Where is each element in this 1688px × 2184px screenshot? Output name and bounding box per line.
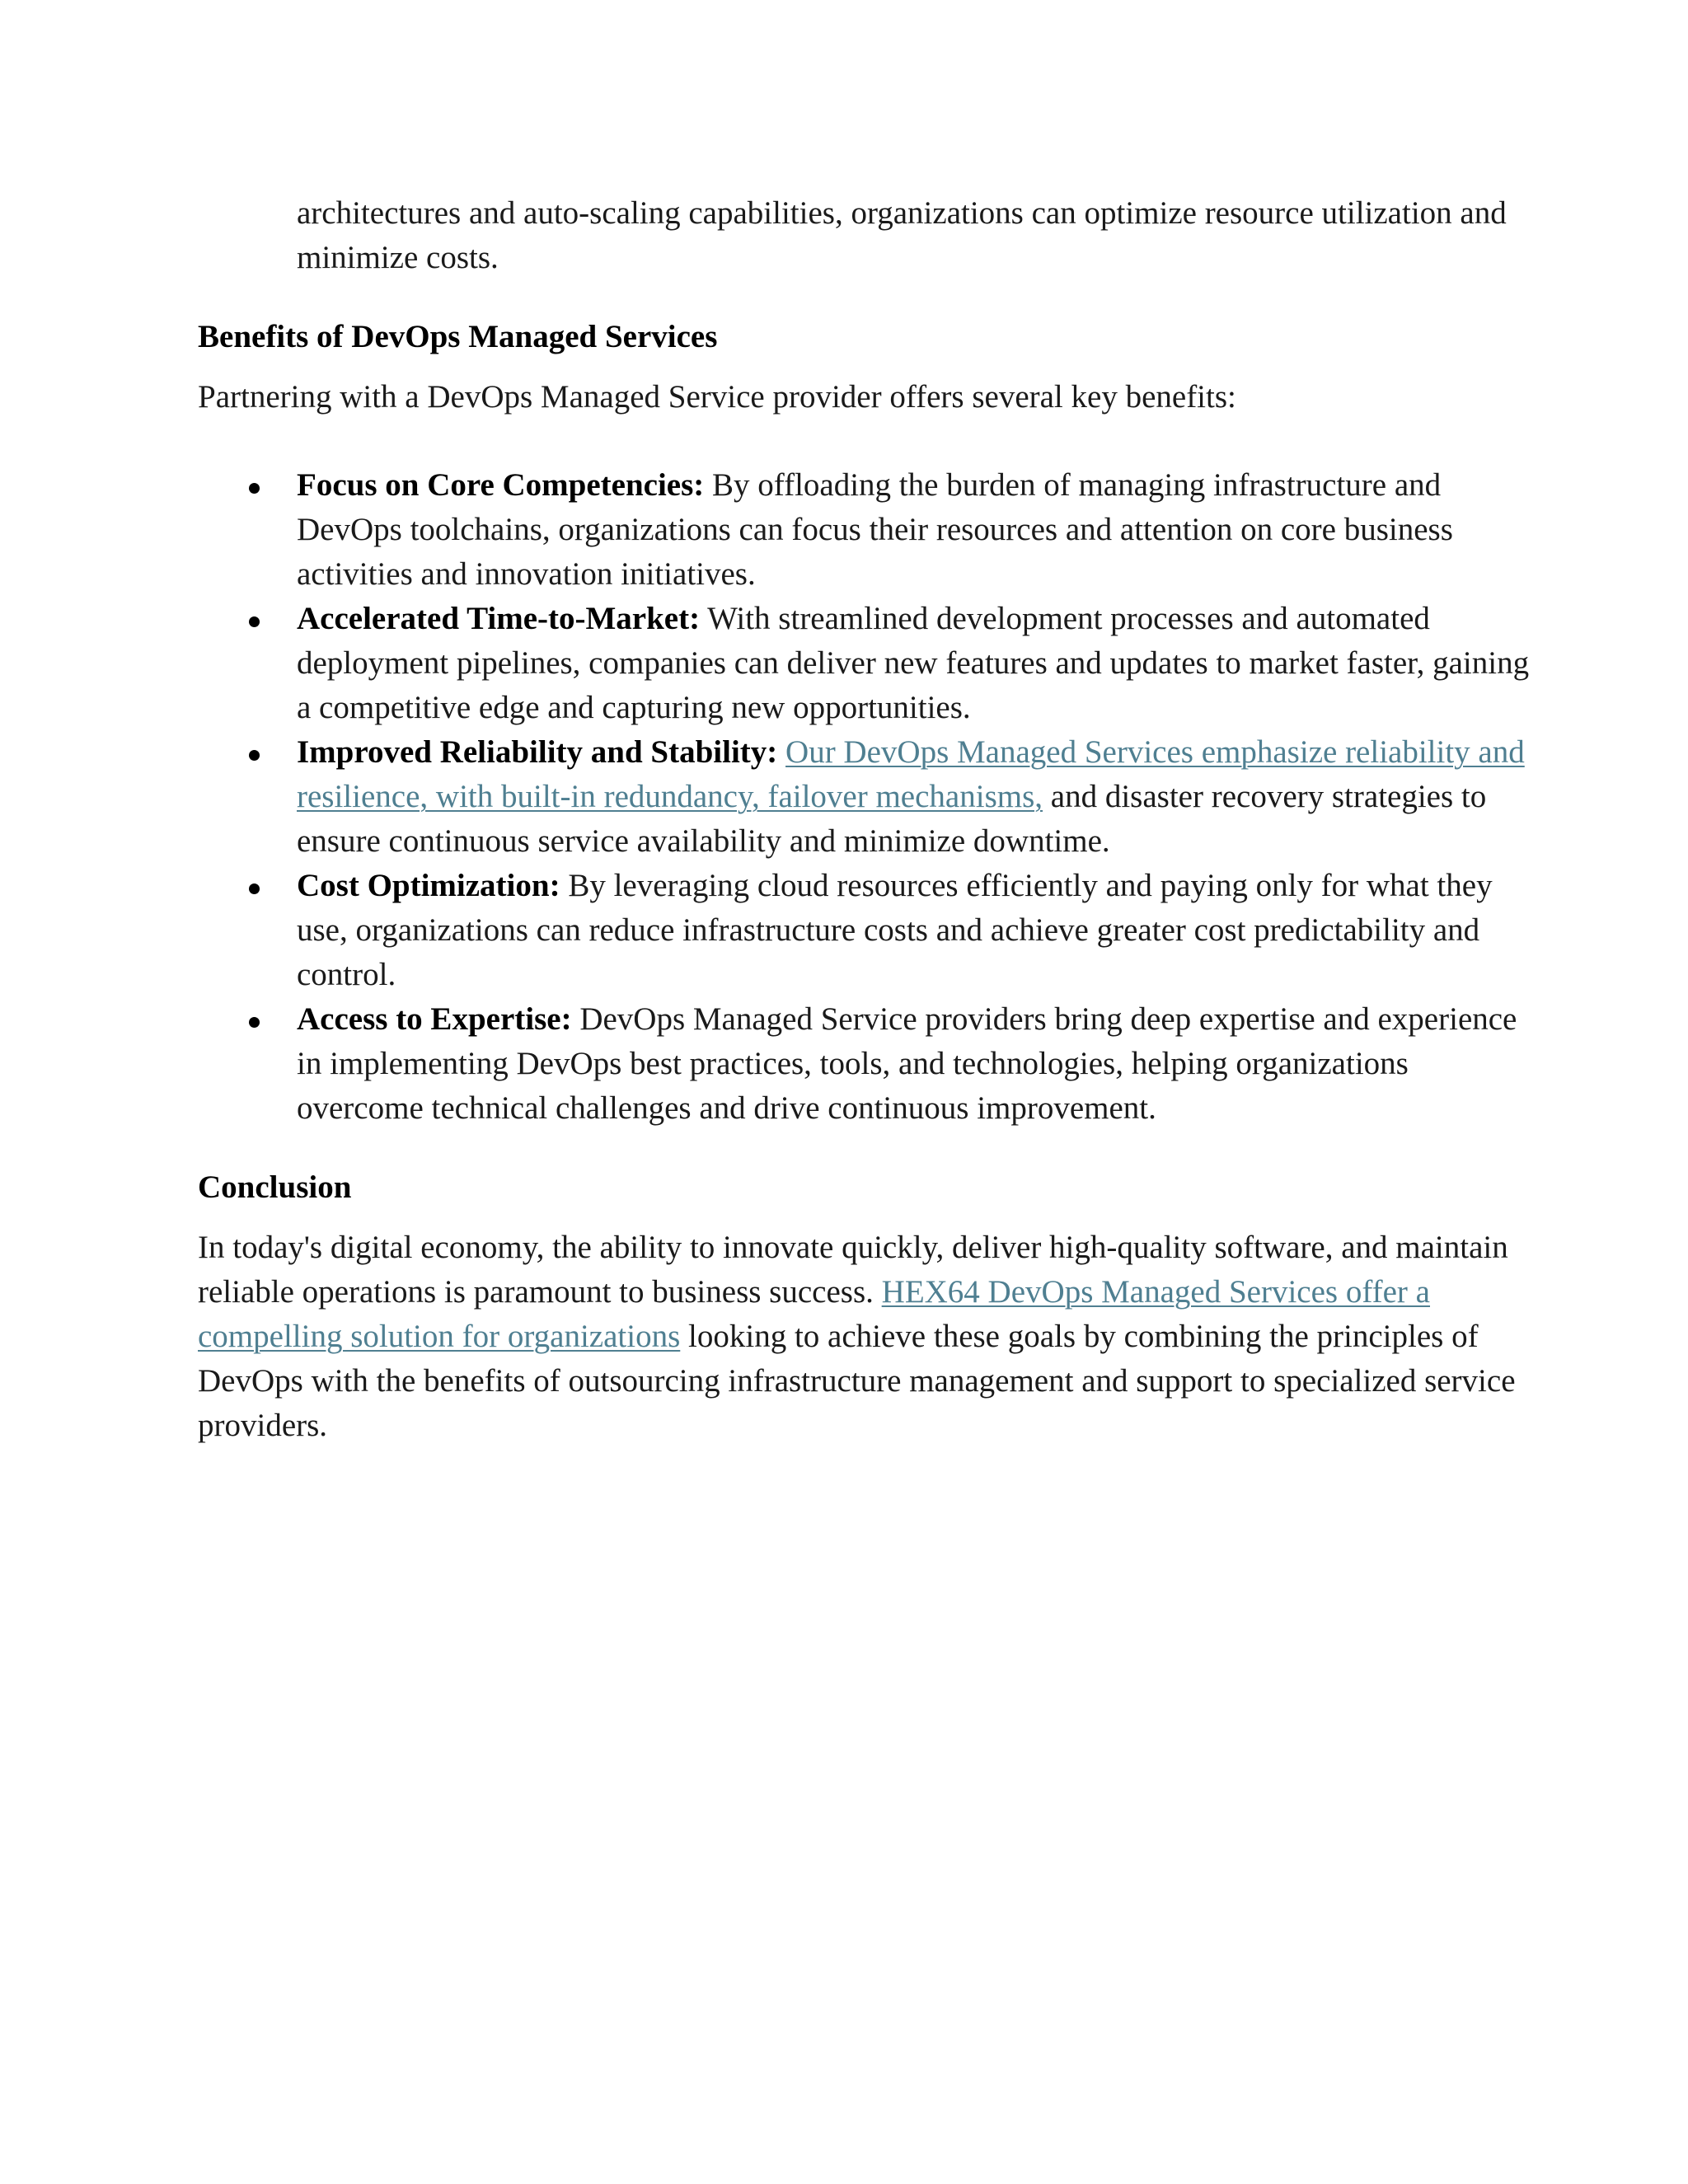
benefit-term: Cost Optimization: (297, 868, 560, 903)
benefit-term: Improved Reliability and Stability: (297, 734, 778, 770)
conclusion-paragraph (198, 1226, 1533, 1448)
reliability-link[interactable]: Our DevOps Managed Services emphasize reliability and resilience, with built-in redundancy, failover mechanisms, (297, 734, 1525, 814)
benefit-text: By leveraging cloud resources efficiently and paying only for what they use, organizations can reduce infrastructure costs and achieve greater cost predictability and control. (297, 868, 1493, 992)
benefits-list (198, 463, 1533, 1131)
benefit-text: DevOps Managed Service providers bring deep expertise and experience in implementing DevOps best practices, tools, and technologies, helping organizations overcome technical challenges and drive continuous improvement. (297, 1001, 1517, 1126)
continuation-paragraph: architectures and auto-scaling capabilities, organizations can optimize resource utilization and minimize costs. (297, 195, 1507, 275)
list-item-expertise (198, 997, 1533, 1131)
benefits-intro: Partnering with a DevOps Managed Service provider offers several key benefits: (198, 379, 1236, 415)
list-item-core-competencies (198, 463, 1533, 597)
bullet-icon (249, 616, 260, 627)
benefit-text: By offloading the burden of managing infrastructure and DevOps toolchains, organizations can focus their resources and attention on core business activities and innovation initiatives. (297, 467, 1453, 592)
hex64-services-link[interactable]: HEX64 DevOps Managed Services offer a compelling solution for organizations (198, 1274, 1430, 1354)
benefits-heading: Benefits of DevOps Managed Services (198, 319, 718, 354)
benefit-term: Access to Expertise: (297, 1001, 572, 1037)
benefit-term: Accelerated Time-to-Market: (297, 601, 701, 636)
bullet-icon (249, 883, 260, 894)
list-item-time-to-market (198, 597, 1533, 730)
bullet-icon (249, 483, 260, 494)
conclusion-text-after: looking to achieve these goals by combining the principles of DevOps with the benefits of outsourcing infrastructure management and support to specialized service providers. (198, 1319, 1516, 1443)
conclusion-heading: Conclusion (198, 1169, 352, 1205)
benefit-text: With streamlined development processes and automated deployment pipelines, companies can deliver new features and updates to market faster, gaining a competitive edge and capturing new opportunities. (297, 601, 1530, 725)
bullet-icon (249, 1017, 260, 1028)
list-item-cost-optimization (198, 864, 1533, 997)
list-item-reliability (198, 730, 1533, 864)
bullet-icon (249, 750, 260, 761)
term-spacer (777, 734, 785, 770)
benefit-text: and disaster recovery strategies to ensure continuous service availability and minimize downtime. (297, 779, 1487, 859)
benefit-term: Focus on Core Competencies: (297, 467, 705, 503)
conclusion-text-before: In today's digital economy, the ability to innovate quickly, deliver high-quality software, and maintain reliable operations is paramount to business success. (198, 1230, 1508, 1310)
